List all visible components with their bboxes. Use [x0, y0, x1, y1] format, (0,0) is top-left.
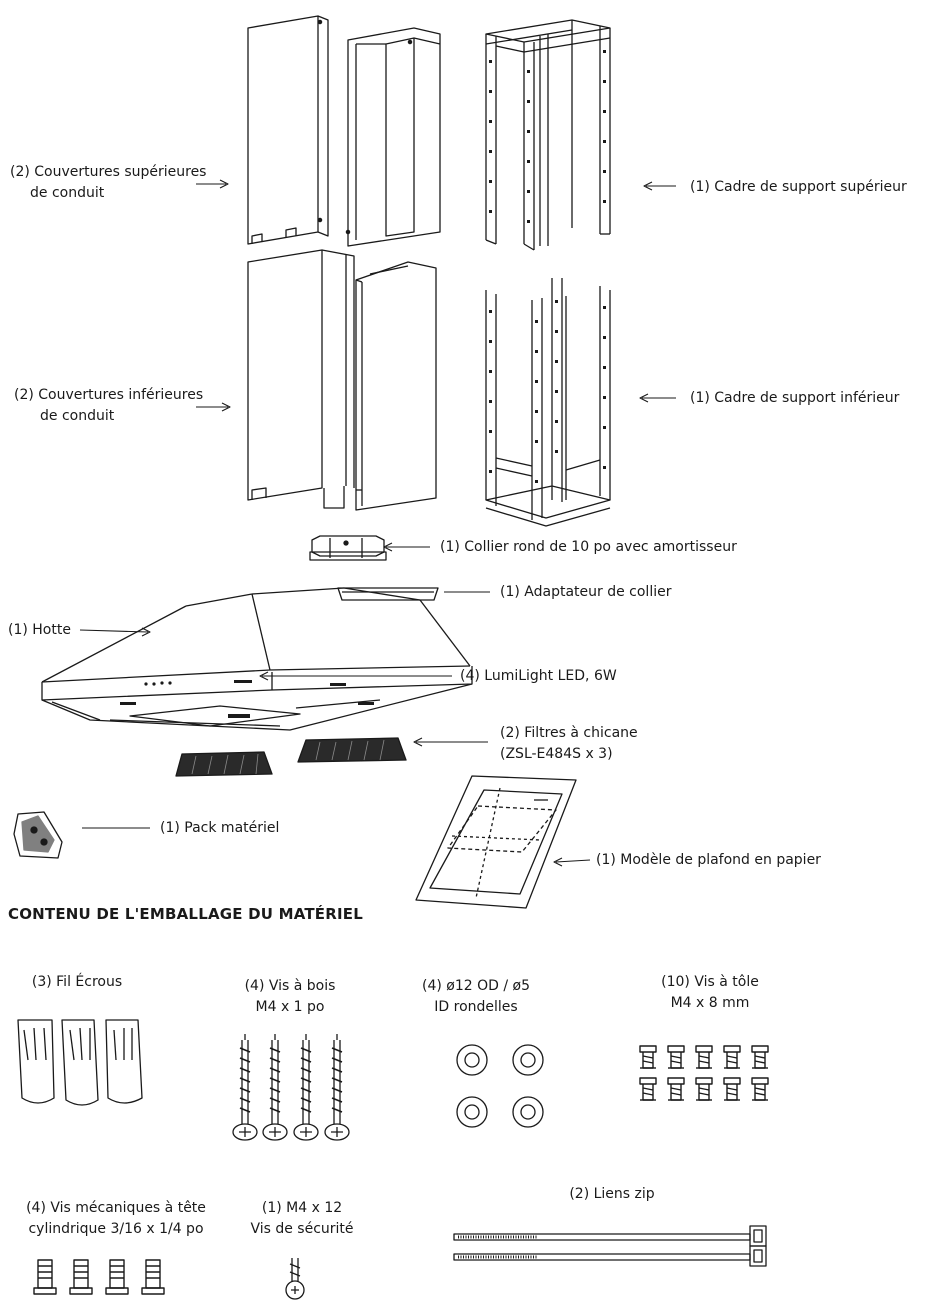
label-line: (10) Vis à tôle: [661, 974, 759, 990]
label-line: (1) M4 x 12: [261, 1200, 343, 1216]
wood-screw-threads: [240, 1048, 342, 1112]
lower-duct-covers-illustration: [248, 250, 436, 510]
label-upper-duct-covers: [10, 162, 206, 204]
baffle-filters-illustration: [176, 738, 406, 776]
label-ceiling-template: (1) Modèle de plafond en papier: [596, 852, 821, 868]
label-line: (4) ø12 OD / ø5: [421, 978, 531, 994]
washers-illustration: [457, 1045, 543, 1127]
label-line: de conduit: [30, 185, 105, 201]
label-baffle-filters: [500, 723, 638, 765]
round-collar-illustration: [310, 536, 386, 560]
label-machine-screws: [26, 1198, 206, 1240]
machine-screws-illustration: [34, 1260, 164, 1294]
label-line: (2) Liens zip: [569, 1186, 655, 1202]
label-line: Vis de sécurité: [250, 1221, 354, 1237]
label-security-screw: [250, 1198, 353, 1240]
security-screw-illustration: [286, 1258, 304, 1299]
section-title: CONTENU DE L'EMBALLAGE DU MATÉRIEL: [8, 905, 363, 923]
label-line: M4 x 8 mm: [670, 995, 750, 1011]
label-wood-screws: [245, 976, 336, 1018]
label-hood: (1) Hotte: [8, 622, 71, 638]
label-line: cylindrique 3/16 x 1/4 po: [28, 1221, 204, 1237]
label-line: (4) Vis mécaniques à tête: [26, 1200, 206, 1216]
label-line: de conduit: [40, 408, 115, 424]
label-line: M4 x 1 po: [255, 999, 325, 1015]
label-washers: [422, 976, 530, 1018]
label-line: ID rondelles: [434, 999, 518, 1015]
label-lower-support-frame: (1) Cadre de support inférieur: [690, 390, 900, 406]
wire-nuts-illustration: [18, 1020, 142, 1105]
hardware-pack-illustration: [14, 812, 62, 858]
label-round-collar: (1) Collier rond de 10 po avec amortisseur: [440, 539, 737, 555]
label-lower-duct-covers: [14, 385, 203, 427]
ceiling-template-illustration: [416, 776, 576, 908]
label-line: (2) Couvertures supérieures: [10, 164, 207, 180]
label-collar-adapter: (1) Adaptateur de collier: [500, 584, 672, 600]
zip-ties-illustration: [454, 1226, 766, 1266]
label-sheet-metal-screws: [661, 972, 759, 1014]
wood-screw-heads: [233, 1124, 349, 1140]
range-hood-illustration: [42, 588, 472, 730]
label-line: (ZSL-E484S x 3): [500, 746, 613, 762]
label-line: (2) Couvertures inférieures: [14, 387, 204, 403]
label-hardware-pack: (1) Pack matériel: [160, 820, 280, 836]
label-line: (3) Fil Écrous: [31, 974, 123, 990]
lower-frame-holes: [489, 300, 606, 483]
label-zip-ties: [569, 1184, 654, 1205]
upper-support-frame-illustration: [486, 20, 610, 250]
label-wire-nuts: [32, 972, 122, 993]
label-upper-support-frame: (1) Cadre de support supérieur: [690, 179, 907, 195]
upper-duct-covers-illustration: [248, 16, 440, 246]
label-line: (2) Filtres à chicane: [500, 725, 638, 741]
label-line: (4) Vis à bois: [244, 978, 336, 994]
label-led: (4) LumiLight LED, 6W: [460, 668, 617, 684]
lower-support-frame-illustration: [486, 278, 610, 526]
sheet-metal-screws-illustration: [640, 1046, 768, 1100]
wood-screws-illustration: [242, 1034, 340, 1124]
